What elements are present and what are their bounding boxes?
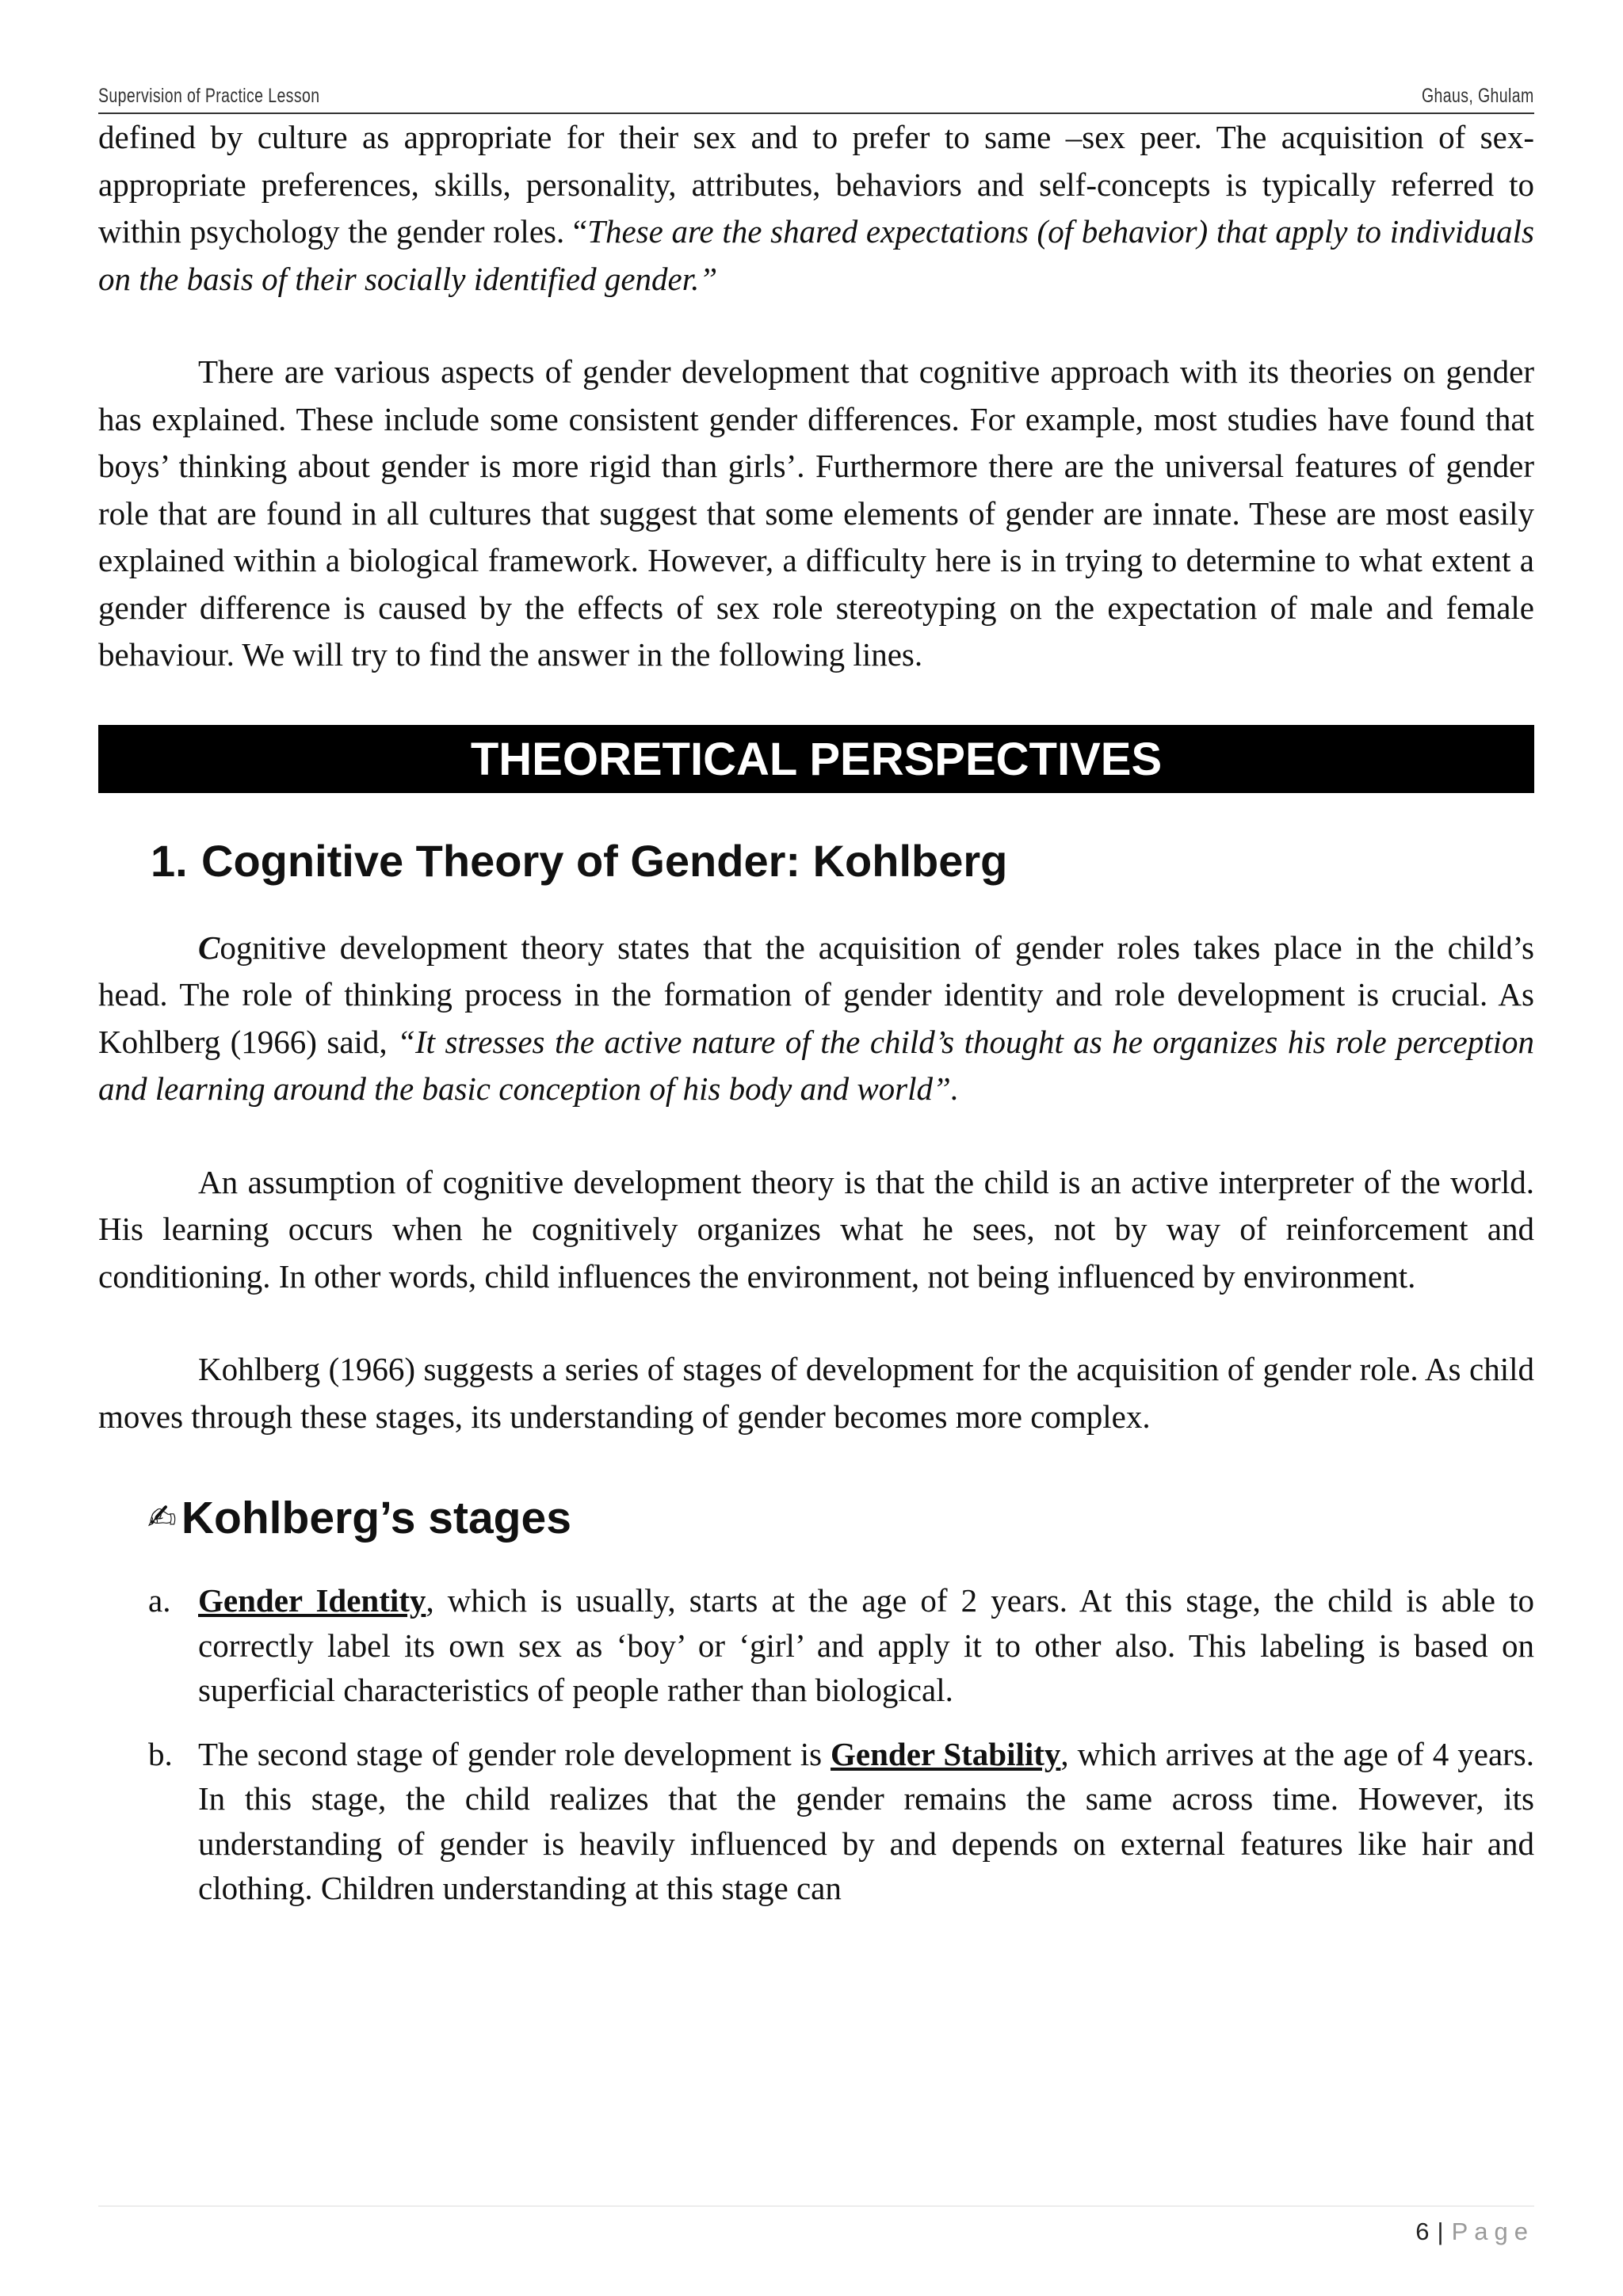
kohlberg-quote: “It stresses the active nature of the child’s thought as he organizes his role perception and learning around the basic conception of his body and world”. [98, 1023, 1534, 1107]
stages-heading [147, 1485, 1534, 1551]
writing-hand-icon: ✍ [147, 1497, 177, 1538]
page-number: 6 [1415, 2218, 1430, 2245]
stage-term: Gender Identity [198, 1582, 426, 1619]
cognitive-theory-text: ognitive development theory states that the acquisition of gender roles takes place in the child’s head. The role of thinking process in the formation of gender identity and role development is crucial. As Kohlberg (1966) said, [98, 929, 1534, 1060]
page-word: Page [1451, 2218, 1534, 2245]
section-heading [151, 830, 1534, 893]
stages-intro-paragraph: Kohlberg (1966) suggests a series of stages of development for the acquisition of gender role. As child moves through these stages, its understanding of gender becomes more complex. [98, 1351, 1534, 1435]
stage-item-gender-identity [98, 1578, 1534, 1713]
list-marker: b. [148, 1735, 173, 1772]
intro-paragraph [98, 114, 1534, 303]
cognitive-theory-paragraph [98, 925, 1534, 1113]
page-header [98, 76, 1534, 114]
section-title: Cognitive Theory of Gender: Kohlberg [201, 835, 1008, 886]
list-marker: a. [148, 1582, 171, 1619]
header-author: Ghaus, Ghulam [1422, 85, 1534, 107]
stages-title: Kohlberg’s stages [181, 1493, 571, 1543]
section-banner: THEORETICAL PERSPECTIVES [98, 725, 1534, 793]
page-content [98, 114, 1534, 1930]
stage-term: Gender Stability [831, 1735, 1061, 1772]
footer-separator: | [1437, 2218, 1444, 2245]
stage-text-post: , which arrives at the age of 4 years. In this stage, the child realizes that the gender remains the same across time. However, its understanding of gender is heavily influenced by and depends on external features like hair and clothing. Children understanding at this stage can [198, 1735, 1534, 1906]
section-number: 1. [151, 835, 188, 886]
aspects-paragraph: There are various aspects of gender development that cognitive approach with its theories on gender has explained. These include some consistent gender differences. For example, most studies have found that boys’ thinking about gender is more rigid than girls’. Furthermore there are the universal features of gender role that are found in all cultures that suggest that some elements of gender are innate. These are most easily explained within a biological framework. However, a difficulty here is in trying to determine to what extent a gender difference is caused by the effects of sex role stereotyping on the expectation of male and female behaviour. We will try to find the answer in the following lines. [98, 353, 1534, 673]
intro-paragraph-text: defined by culture as appropriate for their sex and to prefer to same –sex peer. The acquisition of sex-appropriate preferences, skills, personality, attributes, behaviors and self-concepts is typically referred to within psychology the gender roles. “ [98, 119, 1534, 250]
assumption-paragraph: An assumption of cognitive development theory is that the child is an active interpreter of the world. His learning occurs when he cognitively organizes what he sees, not by way of reinforcement and conditioning. In other words, child influences the environment, not being influenced by environment. [98, 1163, 1534, 1295]
stage-text-pre: The second stage of gender role development is [198, 1735, 831, 1772]
drop-cap-initial: C [198, 929, 220, 966]
stage-item-gender-stability [98, 1732, 1534, 1911]
header-document-title: Supervision of Practice Lesson [98, 85, 320, 107]
stage-text-post: , which is usually, starts at the age of 2 years. At this stage, the child is able to correctly label its own sex as ‘boy’ or ‘girl’ and apply it to other also. This labeling is based on superficial characteristics of people rather than biological. [198, 1582, 1535, 1708]
intro-paragraph-quote: These are the shared expectations (of behavior) that apply to individuals on the basis of their socially identified gender.” [98, 213, 1534, 297]
page-number-label [1415, 2218, 1534, 2246]
stages-list [98, 1578, 1534, 1911]
